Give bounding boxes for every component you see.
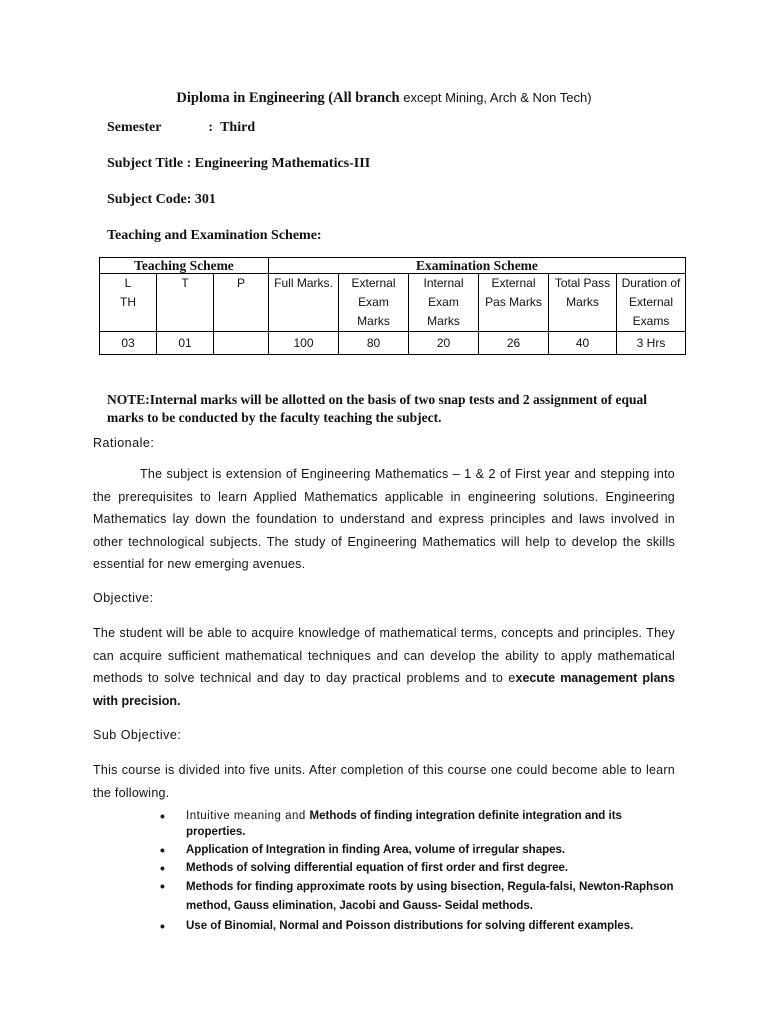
note-text: NOTE:Internal marks will be allotted on the basis of two snap tests and 2 assignment of equal marks to be conducted by the faculty teaching the subject. — [107, 392, 648, 425]
col-t: T — [157, 274, 214, 332]
objective-paragraph — [93, 622, 675, 712]
col-internal-exam-marks — [409, 274, 479, 332]
bullet-icon: • — [160, 878, 165, 894]
objective-text: The student will be able to acquire knowledge of mathematical terms, concepts and principles. They can acquire sufficient mathematical techniques and can develop the ability to apply mathematical methods to solve technical and day to day practical problems and to e — [93, 626, 675, 685]
list-item — [160, 808, 680, 840]
sub-objective-heading: Sub Objective: — [93, 728, 182, 742]
item-text: Methods for finding approximate roots by using bisection, Regula-falsi, Newton-Raphson method, Gauss elimination, Jacobi and Gauss- Seidal methods. — [186, 881, 674, 912]
col-total-pass-marks — [549, 274, 617, 332]
value-external-exam: 80 — [339, 332, 409, 355]
bullet-icon: • — [160, 842, 165, 858]
value-p — [214, 332, 269, 355]
list-item — [160, 860, 680, 876]
duration-line-3: Exams — [632, 314, 670, 328]
total-pass-line-1: Total Pass — [554, 276, 611, 290]
col-external-pas-marks — [479, 274, 549, 332]
value-full-marks: 100 — [269, 332, 339, 355]
pas-line-1: External — [491, 276, 536, 290]
value-duration: 3 Hrs — [617, 332, 686, 355]
sub-objective-text: This course is divided into five units. After completion of this course one could become able to learn the following. — [93, 763, 675, 800]
title-main: Diploma in Engineering (All branch — [176, 90, 400, 106]
value-t: 01 — [157, 332, 214, 355]
scheme-table — [99, 257, 686, 355]
table-subheader-row — [100, 274, 686, 332]
list-item — [160, 918, 680, 934]
item-text: Methods of solving differential equation of first order and first degree. — [186, 862, 569, 874]
col-p: P — [214, 274, 269, 332]
teaching-scheme-header: Teaching Scheme — [100, 258, 269, 274]
semester-value: Third — [220, 120, 256, 135]
value-external-pas: 26 — [479, 332, 549, 355]
col-external-exam-marks — [339, 274, 409, 332]
subject-code: Subject Code: 301 — [107, 192, 216, 207]
objective-bold-tail: xecute management plans with precision. — [93, 671, 675, 708]
col-full-marks: Full Marks. — [269, 274, 339, 332]
table-header-row — [100, 258, 686, 274]
item-light-text: Intuitive meaning and — [186, 810, 310, 822]
examination-scheme-header: Examination Scheme — [269, 258, 686, 274]
col-duration — [617, 274, 686, 332]
col-l-th — [100, 274, 157, 332]
list-item — [160, 842, 680, 858]
internal-line-2: Exam — [428, 295, 459, 309]
semester-line — [107, 120, 255, 136]
external-line-2: Exam — [358, 295, 389, 309]
value-l: 03 — [100, 332, 157, 355]
col-l: L — [124, 276, 132, 290]
bullet-icon: • — [160, 860, 165, 876]
bullet-icon: • — [160, 808, 165, 824]
table-row — [100, 332, 686, 355]
title-rest: except Mining, Arch & Non Tech) — [403, 90, 592, 105]
internal-line-3: Marks — [427, 314, 460, 328]
value-total-pass: 40 — [549, 332, 617, 355]
col-th: TH — [120, 295, 136, 309]
pas-line-2: Pas Marks — [485, 295, 542, 309]
external-line-1: External — [351, 276, 396, 290]
list-item — [160, 878, 680, 916]
semester-label: Semester — [107, 120, 162, 135]
duration-line-1: Duration of — [621, 276, 681, 290]
external-line-3: Marks — [357, 314, 390, 328]
sub-objective-list — [160, 808, 680, 936]
semester-separator: : — [208, 120, 214, 135]
item-text: Methods of finding integration definite integration and its properties. — [186, 810, 622, 838]
item-text: Application of Integration in finding Area, volume of irregular shapes. — [186, 844, 566, 856]
rationale-heading: Rationale: — [93, 436, 155, 450]
value-internal-exam: 20 — [409, 332, 479, 355]
bullet-icon: • — [160, 918, 165, 934]
internal-line-1: Internal — [423, 276, 464, 290]
subject-title: Subject Title : Engineering Mathematics-III — [107, 156, 371, 171]
scheme-heading: Teaching and Examination Scheme: — [107, 228, 322, 243]
duration-line-2: External — [628, 295, 674, 309]
rationale-text: The subject is extension of Engineering Mathematics – 1 & 2 of First year and stepping into the prerequisites to learn Applied Mathematics applicable in engineering solutions. Engineering Mathematics lay down the foundation to understand and express principles and laws involved in other technological subjects. The study of Engineering Mathematics will help to develop the skills essential for new emerging avenues. — [93, 467, 675, 571]
document-title — [0, 90, 768, 107]
item-text: Use of Binomial, Normal and Poisson distributions for solving different examples. — [186, 920, 634, 932]
objective-heading: Objective: — [93, 591, 154, 605]
total-pass-line-2: Marks — [566, 295, 599, 309]
